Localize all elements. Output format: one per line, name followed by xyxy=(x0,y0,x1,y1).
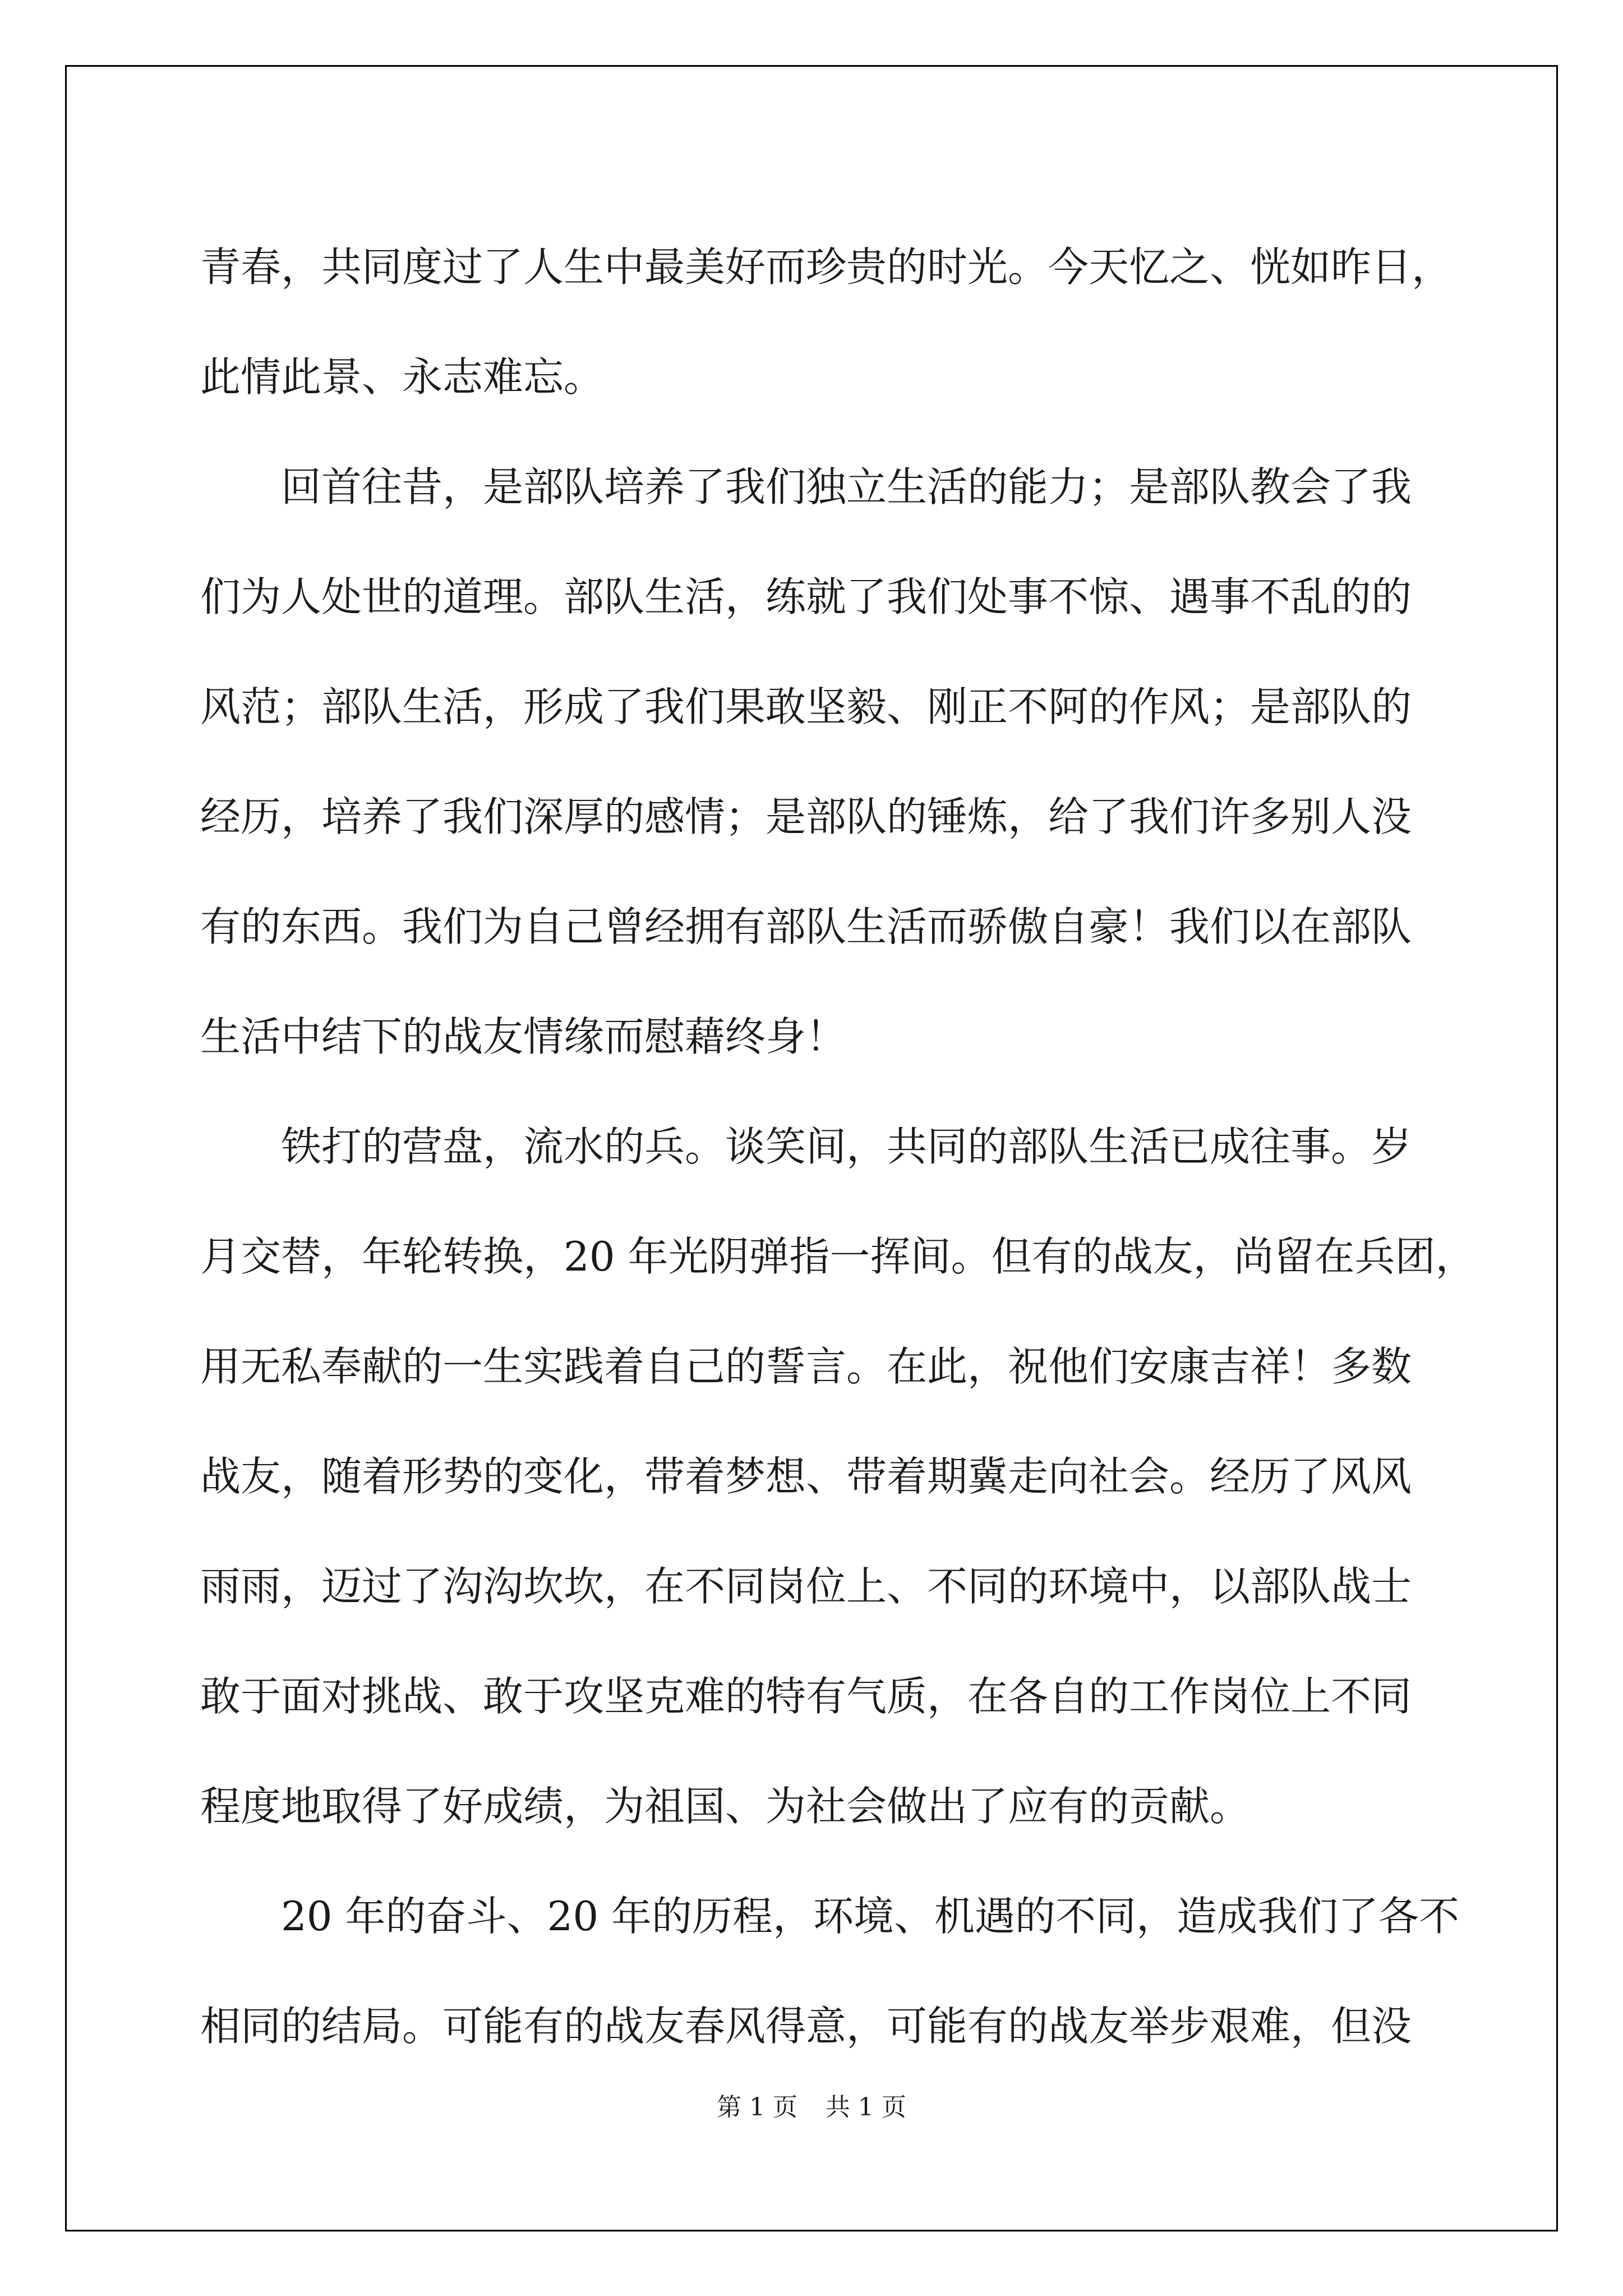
text-line: 们为人处世的道理。部队生活，练就了我们处事不惊、遇事不乱的的 xyxy=(200,573,1412,620)
paragraph xyxy=(200,432,1434,1092)
paragraph xyxy=(200,1861,1460,2081)
text-line: 生活中结下的战友情缘而慰藉终身！ xyxy=(200,1013,847,1060)
text-line: 回首往昔，是部队培养了我们独立生活的能力；是部队教会了我 xyxy=(200,463,1412,510)
text-line: 经历，培养了我们深厚的感情；是部队的锤炼，给了我们许多别人没 xyxy=(200,793,1412,840)
text-line: 战友，随着形势的变化，带着梦想、带着期冀走向社会。经历了风风 xyxy=(200,1453,1412,1500)
text-line: 20 年的奋斗、20 年的历程，环境、机遇的不同，造成我们了各不 xyxy=(200,1893,1460,1940)
text-line: 有的东西。我们为自己曾经拥有部队生活而骄傲自豪！我们以在部队 xyxy=(200,903,1412,950)
text-line: 此情此景、永志难忘。 xyxy=(200,353,605,401)
text-line: 青春，共同度过了人生中最美好而珍贵的时光。今天忆之、恍如昨日， xyxy=(200,243,1453,291)
text-line: 程度地取得了好成绩，为祖国、为社会做出了应有的贡献。 xyxy=(200,1783,1251,1830)
text-line: 月交替，年轮转换，20 年光阴弹指一挥间。但有的战友，尚留在兵团， xyxy=(200,1233,1476,1280)
page-total: 共 1 页 xyxy=(826,2093,906,2122)
text-line: 相同的结局。可能有的战友春风得意，可能有的战友举步艰难，但没 xyxy=(200,2003,1412,2050)
text-line: 铁打的营盘，流水的兵。谈笑间，共同的部队生活已成往事。岁 xyxy=(200,1123,1412,1170)
page-number: 第 1 页 xyxy=(717,2093,797,2122)
text-line: 用无私奉献的一生实践着自己的誓言。在此，祝他们安康吉祥！多数 xyxy=(200,1343,1412,1390)
paragraph xyxy=(200,1092,1476,1861)
page-footer xyxy=(0,2087,1623,2123)
paragraph xyxy=(200,212,1453,432)
document-body xyxy=(200,212,1476,2081)
text-line: 风范；部队生活，形成了我们果敢坚毅、刚正不阿的作风；是部队的 xyxy=(200,683,1412,730)
text-line: 敢于面对挑战、敢于攻坚克难的特有气质，在各自的工作岗位上不同 xyxy=(200,1673,1412,1720)
text-line: 雨雨，迈过了沟沟坎坎，在不同岗位上、不同的环境中，以部队战士 xyxy=(200,1563,1412,1610)
